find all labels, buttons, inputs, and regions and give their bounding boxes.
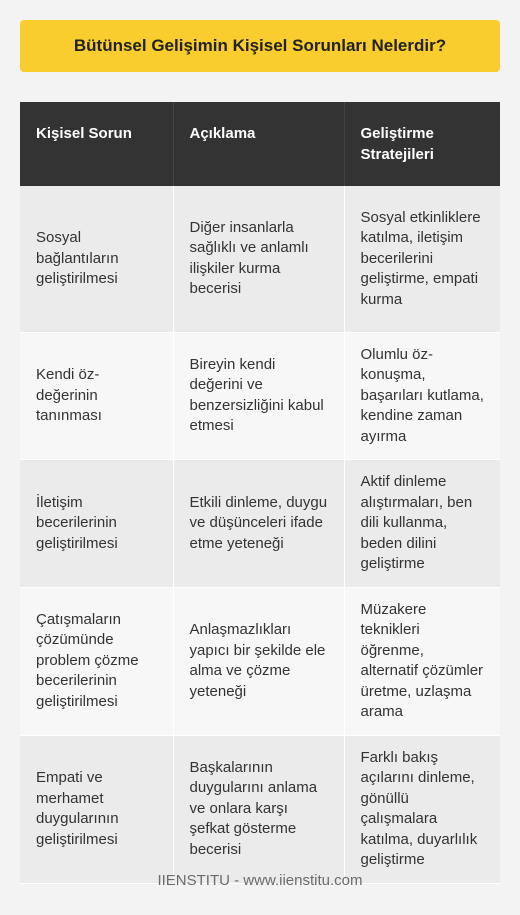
cell-description: Diğer insanlarla sağlıklı ve anlamlı ilişkiler kurma becerisi — [173, 186, 344, 332]
table-row — [20, 735, 500, 883]
cell-issue: İletişim becerilerinin geliştirilmesi — [20, 460, 173, 588]
cell-strategies: Müzakere teknikleri öğrenme, alternatif çözümler üretme, uzlaşma arama — [344, 587, 500, 735]
header-issue: Kişisel Sorun — [20, 102, 173, 186]
page-title: Bütünsel Gelişimin Kişisel Sorunları Nelerdir? — [73, 36, 447, 55]
cell-strategies: Sosyal etkinliklere katılma, iletişim becerilerini geliştirme, empati kurma — [344, 186, 500, 332]
cell-issue: Çatışmaların çözümünde problem çözme becerilerinin geliştirilmesi — [20, 587, 173, 735]
cell-strategies: Farklı bakış açılarını dinleme, gönüllü çalışmalara katılma, duyarlılık geliştirme — [344, 735, 500, 883]
header-description: Açıklama — [173, 102, 344, 186]
cell-description: Başkalarının duygularını anlama ve onlara karşı şefkat gösterme becerisi — [173, 735, 344, 883]
cell-description: Anlaşmazlıkları yapıcı bir şekilde ele alma ve çözme yeteneği — [173, 587, 344, 735]
table-row — [20, 460, 500, 588]
cell-description: Bireyin kendi değerini ve benzersizliğini kabul etmesi — [173, 332, 344, 460]
cell-strategies: Olumlu öz-konuşma, başarıları kutlama, kendine zaman ayırma — [344, 332, 500, 460]
table-row — [20, 186, 500, 332]
cell-issue: Sosyal bağlantıların geliştirilmesi — [20, 186, 173, 332]
cell-description: Etkili dinleme, duygu ve düşünceleri ifade etme yeteneği — [173, 460, 344, 588]
cell-issue: Empati ve merhamet duygularının geliştirilmesi — [20, 735, 173, 883]
table-header-row — [20, 102, 500, 186]
cell-issue: Kendi öz-değerinin tanınması — [20, 332, 173, 460]
footer-credit: IIENSTITU - www.iienstitu.com — [157, 872, 363, 889]
header-strategies: Geliştirme Stratejileri — [344, 102, 500, 186]
issues-table — [20, 102, 500, 884]
table-row — [20, 587, 500, 735]
table-row — [20, 332, 500, 460]
title-banner — [20, 20, 500, 72]
cell-strategies: Aktif dinleme alıştırmaları, ben dili kullanma, beden dilini geliştirme — [344, 460, 500, 588]
